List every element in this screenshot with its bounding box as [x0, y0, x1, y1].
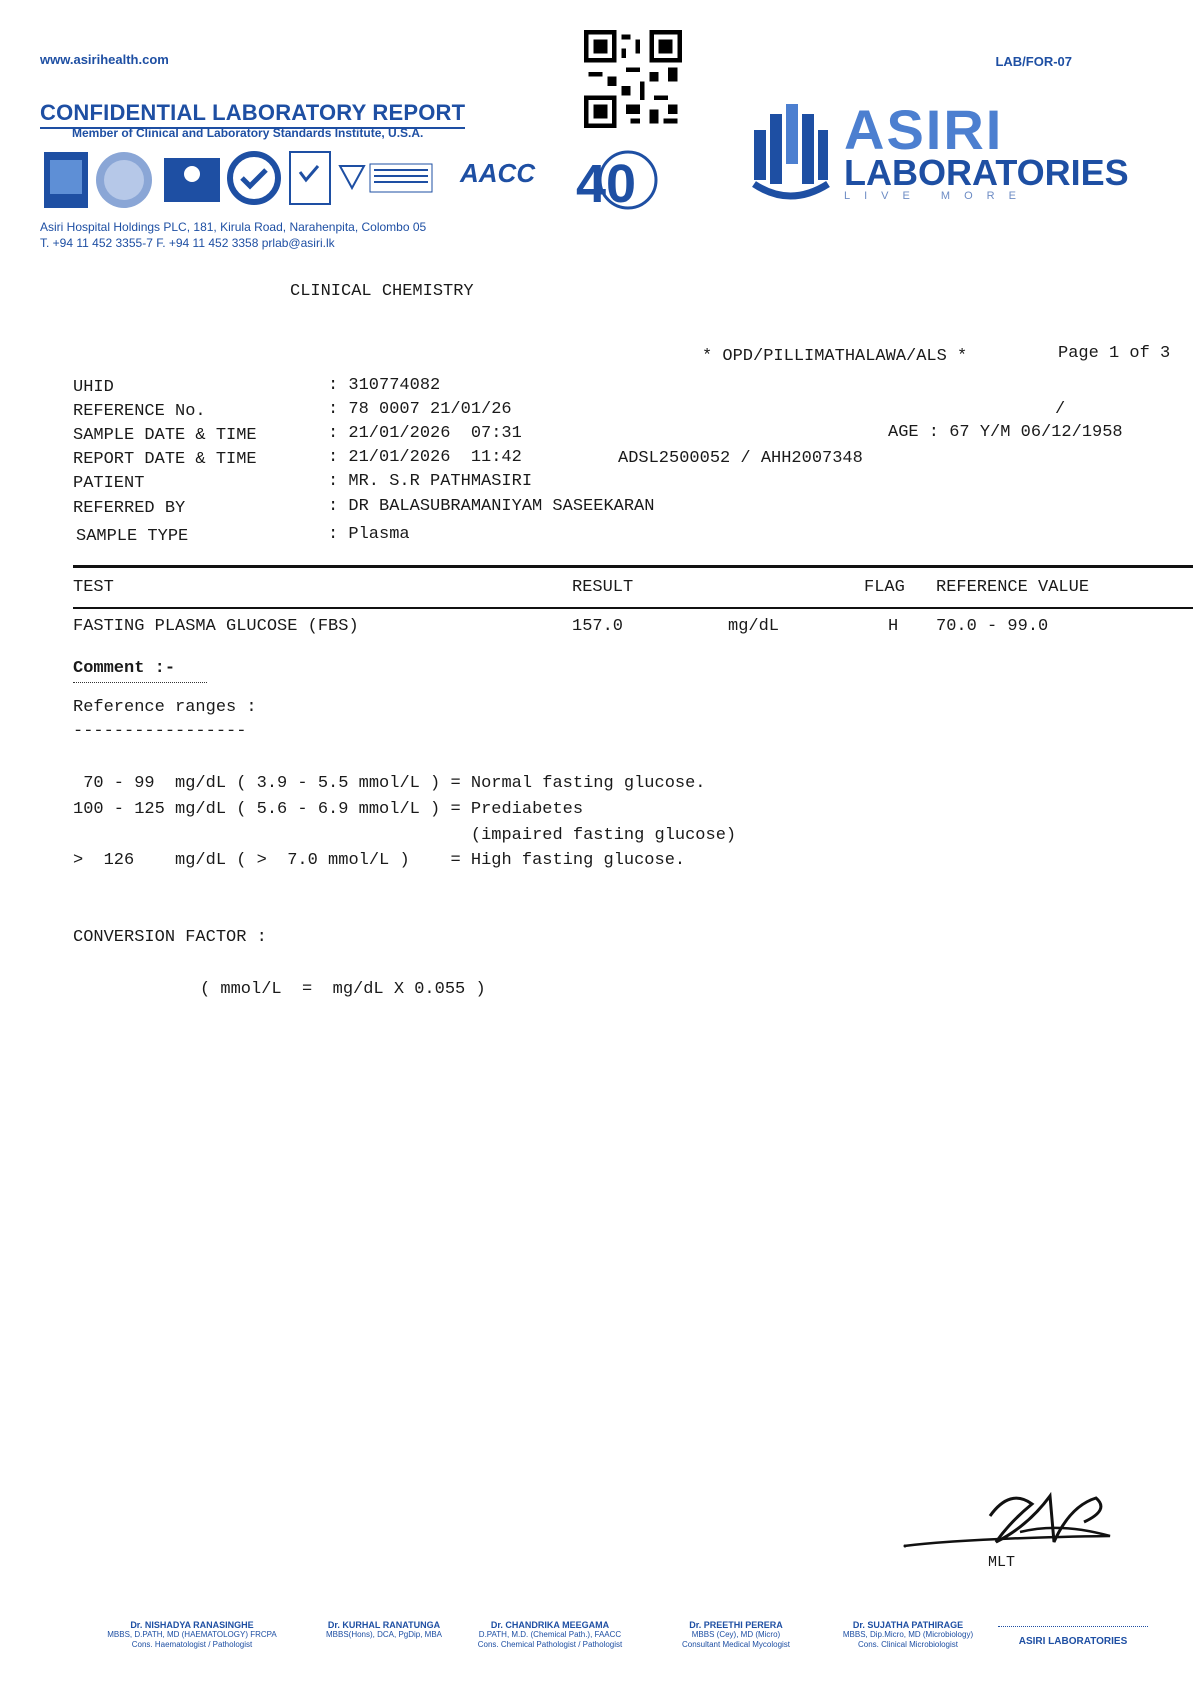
form-code: LAB/FOR-07 [995, 54, 1072, 69]
footer-doctor-title: MBBS, D.PATH, MD (HAEMATOLOGY) FRCPA [107, 1630, 277, 1639]
section-heading: CLINICAL CHEMISTRY [290, 282, 474, 301]
range-line-high: > 126 mg/dL ( > 7.0 mmol/L ) = High fasting glucose. [73, 851, 686, 870]
footer-doctor-role: Cons. Clinical Microbiologist [857, 1640, 959, 1649]
referred-label: REFERRED BY [73, 499, 186, 518]
address-line-2: T. +94 11 452 3355-7 F. +94 11 452 3358 prlab@asiri.lk [40, 236, 335, 250]
footer-doctor-title: D.PATH, M.D. (Chemical Path.), FAACC [478, 1630, 622, 1639]
report-title: CONFIDENTIAL LABORATORY REPORT [40, 100, 465, 129]
ukas-icon [290, 152, 330, 204]
row-reference: 70.0 - 99.0 [936, 617, 1049, 636]
reference-value: : 78 0007 21/01/26 [328, 400, 512, 419]
comment-underline [73, 682, 207, 683]
report-date-label: REPORT DATE & TIME [73, 450, 257, 469]
asiri-logo-text: ASIRI [844, 98, 1004, 161]
header-flag: FLAG [864, 578, 905, 597]
footer-doctor-title: MBBS, Dip.Micro, MD (Microbiology) [842, 1630, 974, 1639]
footer-doctor-role: Cons. Chemical Pathologist / Pathologist [477, 1640, 623, 1649]
signature-icon [900, 1486, 1120, 1558]
clsi-icon [340, 164, 432, 192]
footer-doctor [102, 1620, 282, 1650]
referred-value: : DR BALASUBRAMANIYAM SASEEKARAN [328, 497, 655, 516]
sgs-icon [230, 154, 278, 202]
uhid-value: : 310774082 [328, 376, 441, 395]
footer-doctor [460, 1620, 640, 1650]
footer-doctor-title: MBBS(Hons), DCA, PgDip, MBA [325, 1630, 443, 1639]
asiri-logo [748, 98, 1168, 216]
member-line: Member of Clinical and Laboratory Standards Institute, U.S.A. [72, 126, 424, 140]
slash-mark: / [1055, 400, 1066, 419]
asiri-logo-subtext: LABORATORIES [844, 152, 1129, 193]
forty-text: 40 [576, 154, 637, 214]
reference-ranges-underline: ----------------- [73, 722, 247, 741]
signature-role: MLT [988, 1554, 1016, 1571]
footer-doctor-title: MBBS (Cey), MD (Micro) [691, 1630, 781, 1639]
header-result: RESULT [572, 578, 634, 597]
footer-doctor-name: Dr. PREETHI PERERA [689, 1620, 783, 1630]
header-test: TEST [73, 578, 114, 597]
range-line-prediabetes: 100 - 125 mg/dL ( 5.6 - 6.9 mmol/L ) = Prediabetes [73, 800, 584, 819]
conversion-formula: ( mmol/L = mg/dL X 0.055 ) [200, 980, 486, 999]
patient-value: : MR. S.R PATHMASIRI [328, 472, 533, 491]
patient-label: PATIENT [73, 474, 145, 493]
footer-doctor-role: Cons. Haematologist / Pathologist [131, 1640, 253, 1649]
footer-doctor [818, 1620, 998, 1650]
age-value: AGE : 67 Y/M 06/12/1958 [888, 423, 1123, 442]
website-url: www.asirihealth.com [40, 52, 169, 67]
location-code: * OPD/PILLIMATHALAWA/ALS * [702, 347, 968, 366]
sample-type-value: : Plasma [328, 525, 410, 544]
sample-date-label: SAMPLE DATE & TIME [73, 426, 257, 445]
footer-doctor-role: Consultant Medical Mycologist [681, 1640, 791, 1649]
footer-doctor-name: Dr. CHANDRIKA MEEGAMA [490, 1620, 610, 1630]
reference-label: REFERENCE No. [73, 402, 206, 421]
row-test: FASTING PLASMA GLUCOSE (FBS) [73, 617, 359, 636]
row-result: 157.0 [572, 617, 624, 636]
anniversary-40-icon [566, 140, 670, 220]
uhid-label: UHID [73, 378, 114, 397]
footer-doctor-name: Dr. NISHADYA RANASINGHE [130, 1620, 254, 1630]
range-line-impaired: (impaired fasting glucose) [73, 826, 737, 845]
asiri-logo-tagline: LIVE MORE [844, 190, 1030, 202]
royal-cert-icon [164, 158, 220, 202]
reference-ranges-heading: Reference ranges : [73, 698, 257, 717]
quality-seal-icon [96, 152, 152, 208]
row-flag: H [888, 617, 899, 636]
table-header-rule [73, 607, 1193, 609]
sample-date-value: : 21/01/2026 07:31 [328, 424, 522, 443]
row-unit: mg/dL [728, 617, 780, 636]
footer-signature-line [998, 1626, 1148, 1627]
barcode-ids: ADSL2500052 / AHH2007348 [618, 449, 863, 468]
comment-label: Comment :- [73, 659, 176, 678]
aacc-logo: AACC [460, 158, 536, 188]
qr-code-icon [584, 30, 682, 128]
footer-doctor [646, 1620, 826, 1650]
footer-doctor [294, 1620, 474, 1640]
range-line-normal: 70 - 99 mg/dL ( 3.9 - 5.5 mmol/L ) = Normal fasting glucose. [73, 774, 706, 793]
asiri-mark-icon [748, 104, 832, 208]
footer-doctor-name: Dr. SUJATHA PATHIRAGE [852, 1620, 964, 1630]
conversion-label: CONVERSION FACTOR : [73, 928, 267, 947]
header-reference: REFERENCE VALUE [936, 578, 1090, 597]
footer-doctor-name: Dr. KURHAL RANATUNGA [327, 1620, 441, 1630]
sample-type-label: SAMPLE TYPE [76, 527, 189, 546]
table-top-rule [73, 565, 1193, 568]
page-indicator: Page 1 of 3 [1058, 344, 1171, 363]
slas-badge-icon [44, 152, 88, 208]
report-date-value: : 21/01/2026 11:42 [328, 448, 522, 467]
address-line-1: Asiri Hospital Holdings PLC, 181, Kirula Road, Narahenpita, Colombo 05 [40, 220, 427, 234]
footer-company: ASIRI LABORATORIES [1018, 1636, 1128, 1647]
